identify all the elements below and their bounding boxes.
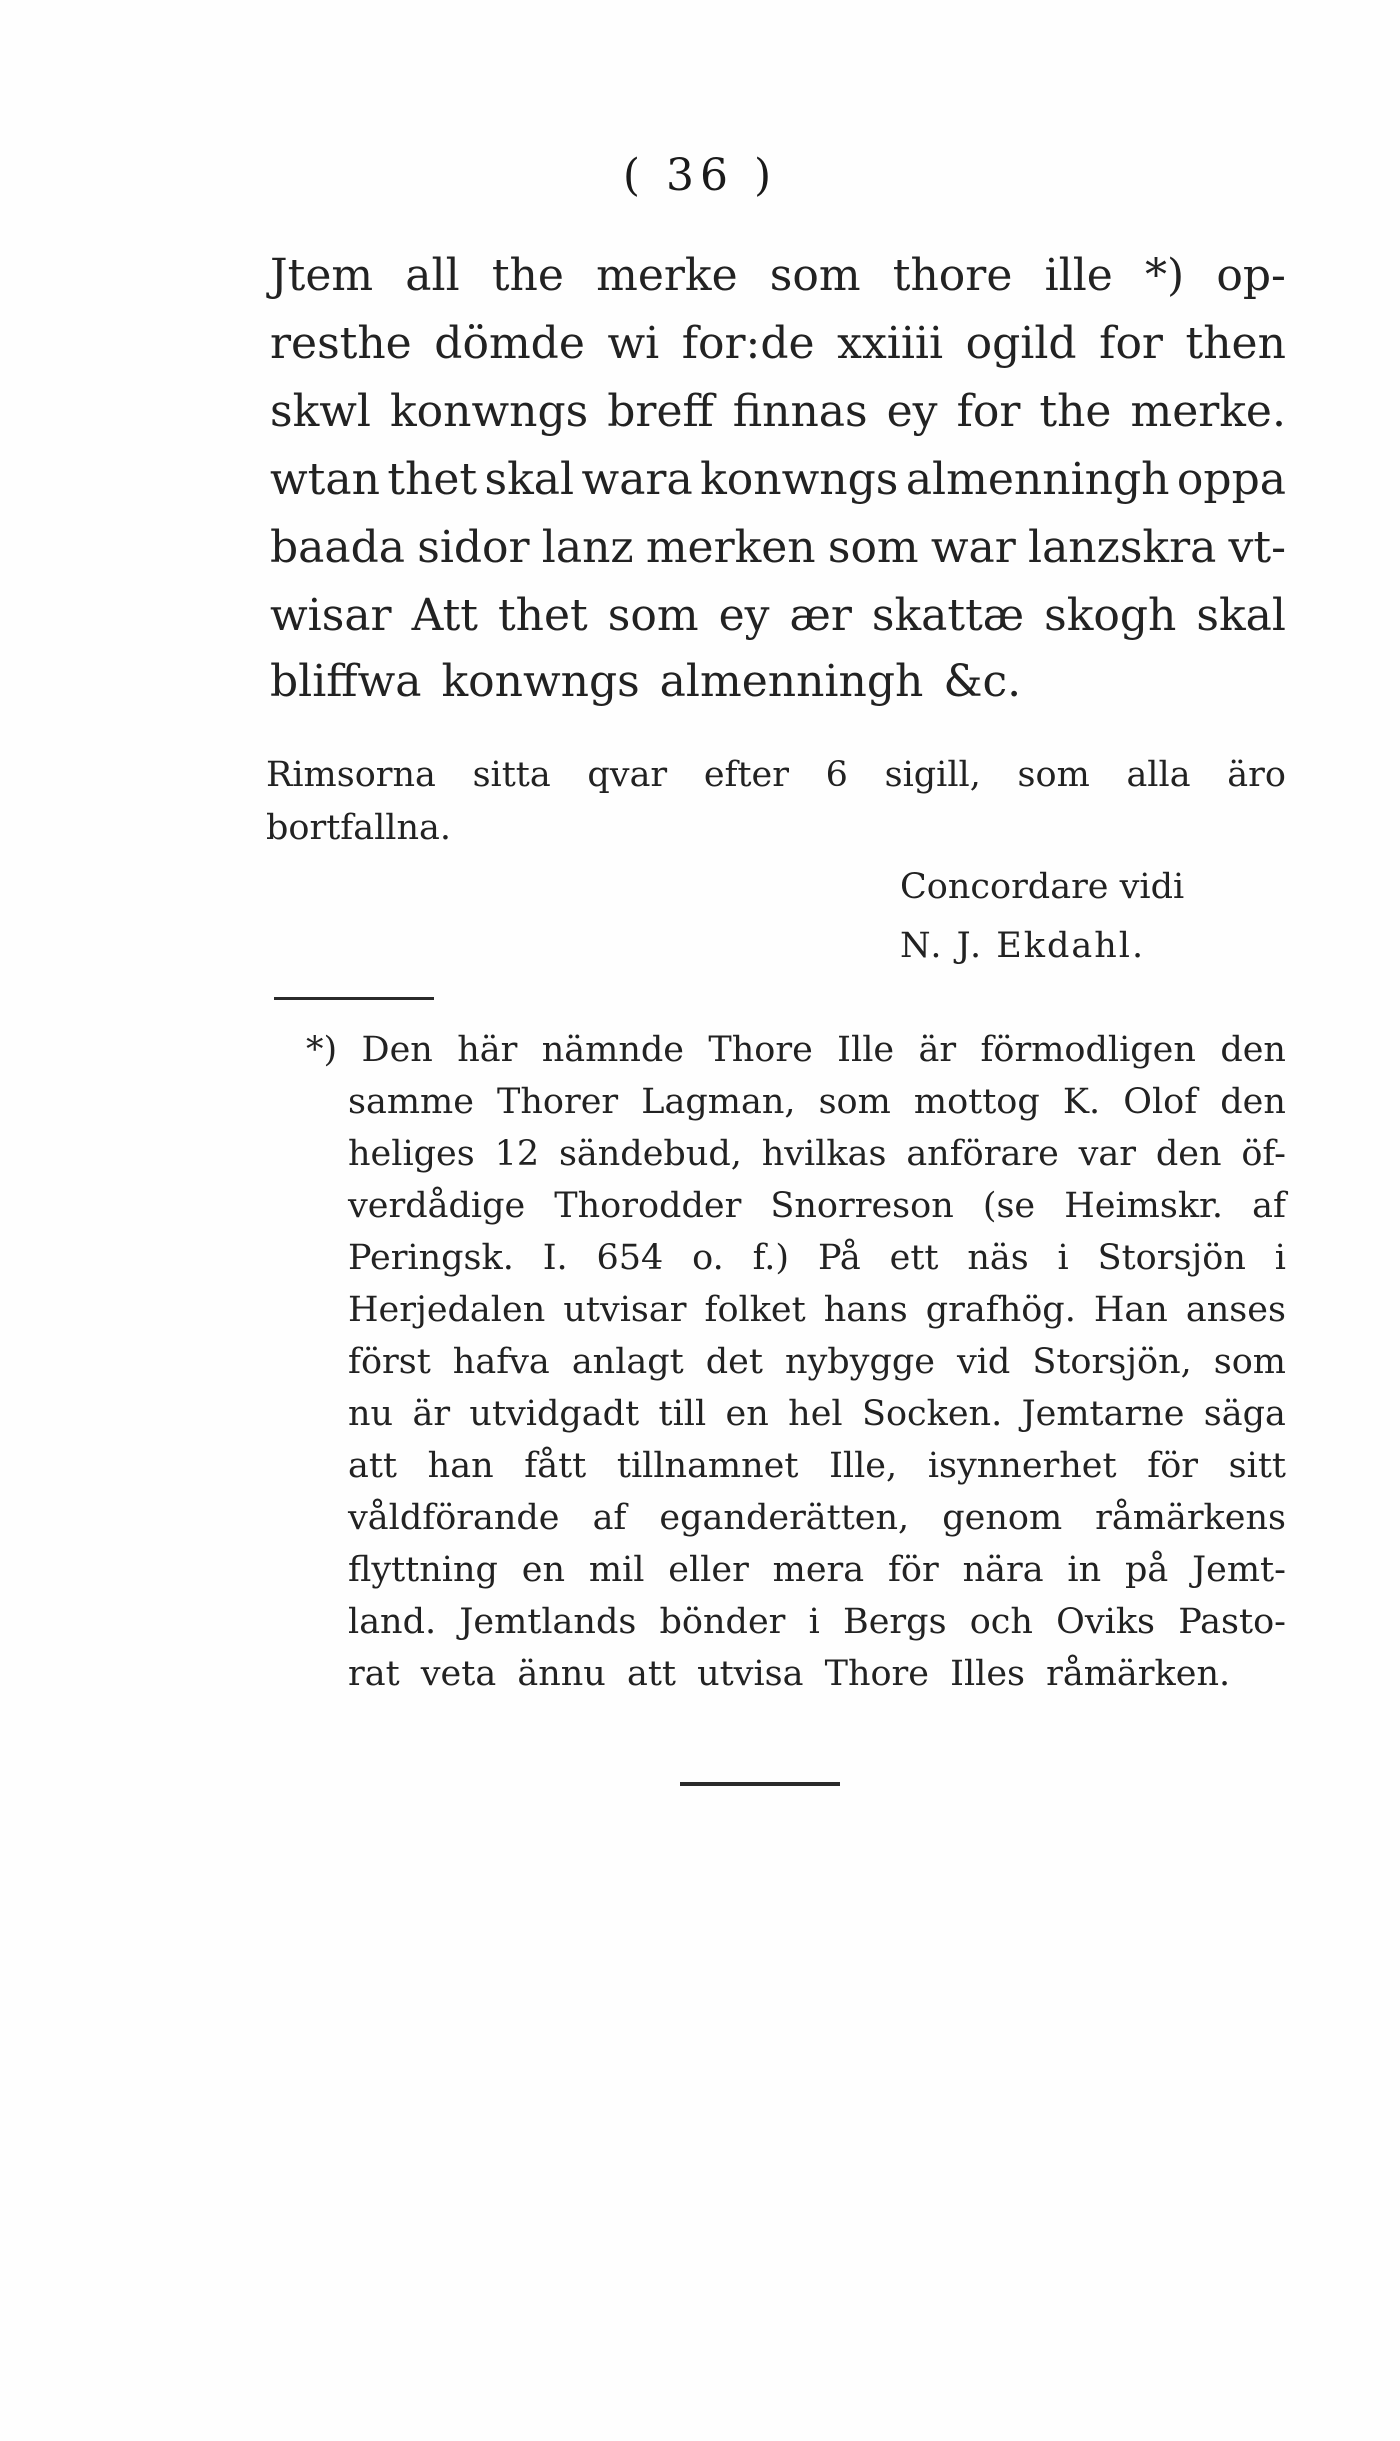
word: wisar (270, 590, 392, 641)
word: konwngs (700, 454, 899, 505)
word: merke (596, 250, 738, 301)
signature-line-1: Concordare vidi (900, 867, 1185, 907)
word: genom (942, 1498, 1063, 1538)
word: i (1274, 1238, 1286, 1278)
word: lanz (541, 522, 634, 573)
word: merke. (1130, 386, 1286, 437)
word: vid (956, 1342, 1011, 1382)
footnote-separator (274, 997, 434, 1000)
word: nu (348, 1394, 394, 1434)
word: förmodligen (980, 1030, 1196, 1070)
word: wara (581, 454, 693, 505)
word: nära (962, 1550, 1044, 1590)
footnote-line-6 (348, 1290, 1286, 1330)
word: ogild (965, 318, 1077, 369)
word: som (607, 590, 699, 641)
word: den (1220, 1082, 1286, 1122)
word: ær (789, 590, 852, 641)
word: konwngs (390, 386, 589, 437)
word: Socken. (861, 1394, 1003, 1434)
word: K. (1062, 1082, 1101, 1122)
word: här (457, 1030, 518, 1070)
note-line-1 (266, 755, 1286, 795)
word: Rimsorna (266, 755, 436, 795)
word: then (1185, 318, 1286, 369)
footnote-line-5 (348, 1238, 1286, 1278)
word: den (1155, 1134, 1222, 1174)
word: for (1099, 318, 1163, 369)
word: Den (361, 1030, 433, 1070)
word: det (705, 1342, 763, 1382)
word: som (769, 250, 861, 301)
word: hans (823, 1290, 908, 1330)
main-text-line-7: bliffwa konwngs almenningh &c. (270, 656, 1022, 707)
main-text-line-2 (270, 318, 1286, 369)
word: wtan (270, 454, 380, 505)
word: folket (704, 1290, 806, 1330)
word: Heimskr. (1064, 1186, 1224, 1226)
word: finnas (732, 386, 868, 437)
word: anförare (906, 1134, 1059, 1174)
word: ille (1044, 250, 1113, 301)
main-text-line-5 (270, 522, 1286, 573)
footnote-line-13: rat veta ännu att utvisa Thore Illes råmärken. (348, 1654, 1231, 1694)
word: på (1124, 1550, 1169, 1590)
word: Bergs (843, 1602, 947, 1642)
word: Storsjön (1097, 1238, 1246, 1278)
word: qvar (587, 755, 668, 795)
word: thore (892, 250, 1013, 301)
word: xxiiii (837, 318, 944, 369)
word: säga (1203, 1394, 1286, 1434)
word: ett (889, 1238, 939, 1278)
word: breff (607, 386, 714, 437)
word: Att (411, 590, 478, 641)
word: som (1017, 755, 1090, 795)
word: grafhög. (925, 1290, 1076, 1330)
word: en (725, 1394, 769, 1434)
word: Oviks (1056, 1602, 1155, 1642)
word: som (827, 522, 919, 573)
word: sitt (1228, 1446, 1286, 1486)
word: eller (668, 1550, 749, 1590)
word: en (521, 1550, 566, 1590)
word: Pasto- (1178, 1602, 1286, 1642)
word: nämnde (541, 1030, 685, 1070)
word: skattæ (871, 590, 1025, 641)
word: verdådige (348, 1186, 526, 1226)
word: sändebud, (558, 1134, 742, 1174)
footnote-line-12 (348, 1602, 1286, 1642)
word: äro (1227, 755, 1286, 795)
word: utvisar (563, 1290, 687, 1330)
word: dömde (434, 318, 585, 369)
word: f.) (752, 1238, 790, 1278)
word: Olof (1123, 1082, 1198, 1122)
word: Jemt- (1192, 1550, 1286, 1590)
word: *) (306, 1030, 338, 1070)
page-number: ( 36 ) (622, 150, 778, 201)
word: almenningh (905, 454, 1170, 505)
word: Jemtarne (1021, 1394, 1185, 1434)
word: för (1147, 1446, 1199, 1486)
word: baada (270, 522, 406, 573)
word: hafva (452, 1342, 550, 1382)
word: all (405, 250, 460, 301)
word: thet (498, 590, 588, 641)
word: var (1078, 1134, 1136, 1174)
word: Lagman, (641, 1082, 796, 1122)
word: Herjedalen (348, 1290, 546, 1330)
footnote-line-1 (306, 1030, 1286, 1070)
word: han (427, 1446, 494, 1486)
word: som (1213, 1342, 1286, 1382)
word: hvilkas (761, 1134, 887, 1174)
word: o. (692, 1238, 724, 1278)
word: att (348, 1446, 397, 1486)
word: näs (967, 1238, 1029, 1278)
word: 654 (596, 1238, 664, 1278)
word: skal (1196, 590, 1286, 641)
word: som (818, 1082, 891, 1122)
word: anlagt (571, 1342, 684, 1382)
word: Thore (708, 1030, 813, 1070)
main-text-line-1 (270, 250, 1286, 301)
word: Snorreson (770, 1186, 954, 1226)
word: af (592, 1498, 627, 1538)
word: thet (387, 454, 478, 505)
word: bönder (659, 1602, 786, 1642)
word: våldförande (348, 1498, 560, 1538)
word: nybygge (784, 1342, 935, 1382)
word: mottog (913, 1082, 1040, 1122)
end-rule (680, 1782, 840, 1786)
word: the (491, 250, 564, 301)
word: mera (772, 1550, 865, 1590)
word: for (956, 386, 1021, 437)
word: ey (886, 386, 938, 437)
word: samme (348, 1082, 474, 1122)
word: land. (348, 1602, 437, 1642)
word: och (969, 1602, 1033, 1642)
word: wi (607, 318, 660, 369)
word: flyttning (348, 1550, 498, 1590)
footnote-line-9 (348, 1446, 1286, 1486)
word: Thorodder (554, 1186, 742, 1226)
footnote-line-7 (348, 1342, 1286, 1382)
word: den (1220, 1030, 1286, 1070)
word: *) (1145, 250, 1185, 301)
word: for:de (681, 318, 815, 369)
word: Ille, (829, 1446, 898, 1486)
word: vt- (1228, 522, 1286, 573)
word: för (887, 1550, 939, 1590)
word: råmärkens (1095, 1498, 1286, 1538)
word: skogh (1044, 590, 1177, 641)
word: ey (718, 590, 770, 641)
footnote-line-8 (348, 1394, 1286, 1434)
footnote-line-11 (348, 1550, 1286, 1590)
signature-name: N. J. Ekdahl. (900, 926, 1146, 966)
word: Jemtlands (459, 1602, 637, 1642)
word: oppa (1176, 454, 1286, 505)
footnote-line-10 (348, 1498, 1286, 1538)
note-line-2: bortfallna. (266, 808, 452, 848)
word: tillnamnet (616, 1446, 799, 1486)
word: the (1039, 386, 1112, 437)
word: fått (524, 1446, 587, 1486)
word: sitta (472, 755, 551, 795)
word: sidor (417, 522, 530, 573)
word: utvidgadt (469, 1394, 640, 1434)
word: heliges (348, 1134, 475, 1174)
word: eganderätten, (659, 1498, 910, 1538)
word: merken (645, 522, 816, 573)
word: anses (1185, 1290, 1286, 1330)
word: Storsjön, (1032, 1342, 1192, 1382)
word: resthe (270, 318, 412, 369)
word: in (1067, 1550, 1102, 1590)
word: Ille (837, 1030, 895, 1070)
footnote-line-2 (348, 1082, 1286, 1122)
word: mil (588, 1550, 645, 1590)
word: 12 (494, 1134, 540, 1174)
word: är (918, 1030, 957, 1070)
word: efter (703, 755, 790, 795)
main-text-line-6 (270, 590, 1286, 641)
word: till (658, 1394, 707, 1434)
word: (se (982, 1186, 1036, 1226)
word: i (808, 1602, 820, 1642)
word: hel (788, 1394, 843, 1434)
word: skwl (270, 386, 371, 437)
word: Han (1093, 1290, 1168, 1330)
word: op- (1216, 250, 1286, 301)
word: isynnerhet (927, 1446, 1117, 1486)
footnote-line-3 (348, 1134, 1286, 1174)
footnote-line-4 (348, 1186, 1286, 1226)
word: är (412, 1394, 451, 1434)
word: Thorer (497, 1082, 619, 1122)
word: I. (542, 1238, 568, 1278)
word: öf- (1241, 1134, 1286, 1174)
word: 6 (825, 755, 848, 795)
word: i (1057, 1238, 1069, 1278)
main-text-line-3 (270, 386, 1286, 437)
word: först (348, 1342, 431, 1382)
word: Jtem (270, 250, 374, 301)
word: sigill, (884, 755, 981, 795)
word: Peringsk. (348, 1238, 514, 1278)
word: alla (1126, 755, 1191, 795)
word: skal (484, 454, 575, 505)
word: På (817, 1238, 861, 1278)
main-text-line-4 (270, 454, 1286, 505)
word: war (930, 522, 1016, 573)
word: af (1252, 1186, 1286, 1226)
word: lanzskra (1028, 522, 1217, 573)
